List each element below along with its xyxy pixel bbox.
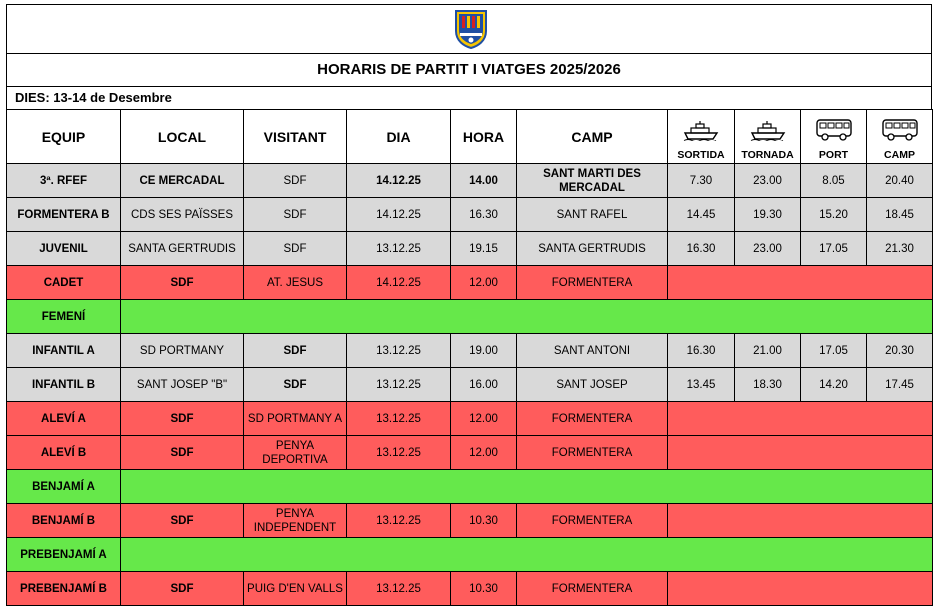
cell-empty (121, 470, 933, 504)
schedule-sheet (6, 4, 932, 606)
cell-dia: 13.12.25 (347, 232, 451, 266)
cell-port: 14.20 (801, 368, 867, 402)
cell-equip: ALEVÍ B (7, 436, 121, 470)
cell-camp: SANT ANTONI (517, 334, 668, 368)
cell-hora: 16.00 (451, 368, 517, 402)
cell-local: SD PORTMANY (121, 334, 244, 368)
header-port (801, 110, 867, 164)
table-row (7, 266, 933, 300)
cell-hora: 12.00 (451, 266, 517, 300)
cell-sortida: 7.30 (668, 164, 735, 198)
cell-equip: INFANTIL A (7, 334, 121, 368)
header-row (7, 110, 933, 164)
cell-sortida: 13.45 (668, 368, 735, 402)
header-hora: HORA (451, 110, 517, 164)
cell-camp2: 17.45 (867, 368, 933, 402)
header-equip: EQUIP (7, 110, 121, 164)
header-visitant: VISITANT (244, 110, 347, 164)
cell-camp2: 20.30 (867, 334, 933, 368)
table-row (7, 402, 933, 436)
cell-port: 17.05 (801, 334, 867, 368)
cell-travel-empty (668, 504, 933, 538)
cell-tornada: 23.00 (735, 164, 801, 198)
cell-hora: 16.30 (451, 198, 517, 232)
schedule-table (6, 109, 933, 606)
cell-travel-empty (668, 266, 933, 300)
cell-dia: 13.12.25 (347, 368, 451, 402)
ferry-icon (750, 121, 786, 141)
cell-visitant: PENYA DEPORTIVA (244, 436, 347, 470)
cell-tornada: 18.30 (735, 368, 801, 402)
cell-camp: SANT MARTI DES MERCADAL (517, 164, 668, 198)
table-row (7, 504, 933, 538)
cell-dia: 13.12.25 (347, 504, 451, 538)
cell-equip: INFANTIL B (7, 368, 121, 402)
cell-port: 15.20 (801, 198, 867, 232)
ferry-icon (683, 121, 719, 141)
table-row (7, 538, 933, 572)
table-row (7, 300, 933, 334)
cell-visitant: AT. JESUS (244, 266, 347, 300)
cell-camp2: 20.40 (867, 164, 933, 198)
cell-camp: FORMENTERA (517, 402, 668, 436)
cell-dia: 13.12.25 (347, 436, 451, 470)
cell-visitant: SD PORTMANY A (244, 402, 347, 436)
cell-local: SDF (121, 504, 244, 538)
cell-dia: 13.12.25 (347, 402, 451, 436)
header-dia: DIA (347, 110, 451, 164)
cell-tornada: 23.00 (735, 232, 801, 266)
cell-local: SANT JOSEP "B" (121, 368, 244, 402)
table-row (7, 232, 933, 266)
cell-local: CDS SES PAÏSSES (121, 198, 244, 232)
header-port-label: PORT (818, 149, 849, 161)
cell-empty (121, 538, 933, 572)
cell-equip: PREBENJAMÍ B (7, 572, 121, 606)
bus-icon (882, 119, 918, 141)
cell-camp: FORMENTERA (517, 504, 668, 538)
cell-hora: 12.00 (451, 402, 517, 436)
header-camp2-label: CAMP (884, 149, 915, 161)
header-camp: CAMP (517, 110, 668, 164)
cell-local: SDF (121, 572, 244, 606)
cell-local: SDF (121, 402, 244, 436)
header-sortida (668, 110, 735, 164)
cell-equip: JUVENIL (7, 232, 121, 266)
cell-equip: CADET (7, 266, 121, 300)
cell-hora: 10.30 (451, 572, 517, 606)
cell-visitant: PUIG D'EN VALLS (244, 572, 347, 606)
cell-camp: FORMENTERA (517, 572, 668, 606)
cell-local: SDF (121, 266, 244, 300)
cell-dia: 14.12.25 (347, 198, 451, 232)
table-row (7, 470, 933, 504)
cell-equip: FEMENÍ (7, 300, 121, 334)
table-row (7, 572, 933, 606)
cell-sortida: 16.30 (668, 334, 735, 368)
cell-camp2: 18.45 (867, 198, 933, 232)
page-title: HORARIS DE PARTIT I VIATGES 2025/2026 (6, 53, 932, 86)
cell-camp2: 21.30 (867, 232, 933, 266)
table-row (7, 368, 933, 402)
cell-hora: 19.00 (451, 334, 517, 368)
cell-hora: 12.00 (451, 436, 517, 470)
club-crest-icon (454, 9, 488, 49)
header-local: LOCAL (121, 110, 244, 164)
cell-local: SANTA GERTRUDIS (121, 232, 244, 266)
cell-travel-empty (668, 572, 933, 606)
table-row (7, 164, 933, 198)
header-tornada-label: TORNADA (741, 149, 794, 161)
cell-equip: PREBENJAMÍ A (7, 538, 121, 572)
cell-travel-empty (668, 436, 933, 470)
cell-equip: FORMENTERA B (7, 198, 121, 232)
cell-camp: SANT RAFEL (517, 198, 668, 232)
cell-equip: ALEVÍ A (7, 402, 121, 436)
cell-hora: 19.15 (451, 232, 517, 266)
cell-visitant: SDF (244, 334, 347, 368)
cell-local: CE MERCADAL (121, 164, 244, 198)
cell-travel-empty (668, 402, 933, 436)
cell-dia: 13.12.25 (347, 334, 451, 368)
logo-row (6, 4, 932, 53)
cell-dia: 14.12.25 (347, 266, 451, 300)
table-row (7, 334, 933, 368)
dates-label: DIES: 13-14 de Desembre (6, 86, 932, 109)
table-row (7, 436, 933, 470)
cell-camp: FORMENTERA (517, 266, 668, 300)
cell-port: 17.05 (801, 232, 867, 266)
cell-port: 8.05 (801, 164, 867, 198)
bus-icon (816, 119, 852, 141)
cell-dia: 14.12.25 (347, 164, 451, 198)
cell-visitant: SDF (244, 232, 347, 266)
cell-visitant: SDF (244, 198, 347, 232)
cell-visitant: SDF (244, 164, 347, 198)
cell-empty (121, 300, 933, 334)
cell-camp: SANT JOSEP (517, 368, 668, 402)
cell-tornada: 19.30 (735, 198, 801, 232)
cell-hora: 14.00 (451, 164, 517, 198)
cell-dia: 13.12.25 (347, 572, 451, 606)
cell-equip: BENJAMÍ B (7, 504, 121, 538)
table-row (7, 198, 933, 232)
header-camp2 (867, 110, 933, 164)
cell-visitant: PENYA INDEPENDENT (244, 504, 347, 538)
cell-tornada: 21.00 (735, 334, 801, 368)
cell-camp: FORMENTERA (517, 436, 668, 470)
cell-sortida: 16.30 (668, 232, 735, 266)
cell-equip: 3ª. RFEF (7, 164, 121, 198)
cell-sortida: 14.45 (668, 198, 735, 232)
header-tornada (735, 110, 801, 164)
cell-visitant: SDF (244, 368, 347, 402)
cell-hora: 10.30 (451, 504, 517, 538)
cell-camp: SANTA GERTRUDIS (517, 232, 668, 266)
header-sortida-label: SORTIDA (677, 149, 725, 161)
cell-equip: BENJAMÍ A (7, 470, 121, 504)
cell-local: SDF (121, 436, 244, 470)
